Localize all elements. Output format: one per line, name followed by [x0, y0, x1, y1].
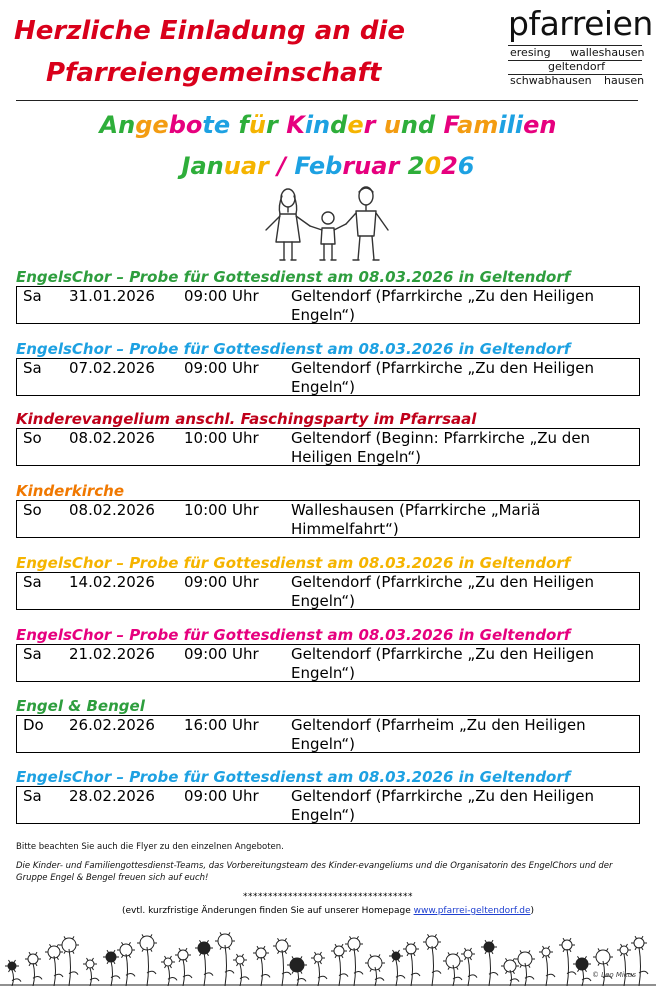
changes-prefix: (evtl. kurzfristige Änderungen finden Sie auf unserer Homepage: [121, 906, 414, 916]
event-day: Sa: [23, 787, 42, 805]
event-entry: [16, 340, 640, 396]
event-place: Geltendorf (Pfarrkirche „Zu den Heiligen Engeln“): [291, 359, 595, 396]
event-time: 10:00 Uhr: [184, 501, 259, 519]
event-place: Geltendorf (Pfarrheim „Zu den Heiligen Engeln“): [291, 716, 586, 753]
event-details-box: [16, 644, 640, 682]
flower-border-drawing: [0, 920, 656, 986]
illustration-credit: © Leo Mikus: [591, 971, 636, 979]
logo-place-hausen: hausen: [604, 74, 645, 87]
subtitle-months-segment: 0: [424, 152, 442, 180]
event-entry: [16, 268, 640, 324]
event-entry: [16, 697, 640, 753]
event-entry: [16, 554, 640, 610]
event-entry: [16, 410, 640, 466]
subtitle-offers-segment: e: [347, 111, 364, 139]
logo-place-schwabhausen: schwabhausen: [510, 74, 592, 87]
subtitle-offers-segment: r: [363, 111, 384, 139]
event-date: 07.02.2026: [69, 359, 155, 377]
event-date: 14.02.2026: [69, 573, 155, 591]
event-place: Walleshausen (Pfarrkirche „Mariä Himmelfahrt“): [291, 501, 541, 538]
subtitle-months-segment: 2: [407, 152, 425, 180]
subtitle-offers-segment: nd: [400, 111, 444, 139]
event-title: EngelsChor – Probe für Gottesdienst am 08.03.2026 in Geltendorf: [16, 340, 571, 358]
event-time: 09:00 Uhr: [184, 645, 259, 663]
subtitle-offers-segment: d: [330, 111, 348, 139]
event-time: 10:00 Uhr: [184, 429, 259, 447]
title-line-1: Herzliche Einladung an die: [14, 16, 405, 46]
event-day: So: [23, 429, 42, 447]
subtitle-months-segment: /: [277, 152, 295, 180]
event-place: Geltendorf (Pfarrkirche „Zu den Heiligen Engeln“): [291, 645, 595, 682]
event-day: Sa: [23, 359, 42, 377]
star-separator: **********************************: [243, 892, 413, 902]
subtitle-offers-segment: u: [383, 111, 401, 139]
event-day: Do: [23, 716, 44, 734]
event-time: 16:00 Uhr: [184, 716, 259, 734]
logo-word: pfarreien: [508, 4, 653, 43]
title-line-2: Pfarreiengemeinschaft: [46, 58, 382, 88]
event-entry: [16, 768, 640, 824]
event-time: 09:00 Uhr: [184, 287, 259, 305]
event-day: Sa: [23, 645, 42, 663]
event-title: EngelsChor – Probe für Gottesdienst am 08.03.2026 in Geltendorf: [16, 626, 571, 644]
subtitle-offers-segment: ili: [498, 111, 524, 139]
event-date: 08.02.2026: [69, 501, 155, 519]
subtitle-offers-segment: K: [286, 111, 305, 139]
event-details-box: [16, 500, 640, 538]
event-title: EngelsChor – Probe für Gottesdienst am 08.03.2026 in Geltendorf: [16, 268, 571, 286]
subtitle-months-segment: 2: [441, 152, 458, 180]
subtitle-offers-segment: bo: [168, 111, 203, 139]
subtitle-months-segment: 6: [457, 152, 475, 180]
event-place: Geltendorf (Pfarrkirche „Zu den Heiligen Engeln“): [291, 787, 595, 824]
subtitle-offers-segment: An: [99, 111, 136, 139]
event-details-box: [16, 428, 640, 466]
subtitle-months-segment: ruar: [342, 152, 408, 180]
subtitle-offers-segment: r: [266, 111, 287, 139]
event-title: EngelsChor – Probe für Gottesdienst am 08.03.2026 in Geltendorf: [16, 554, 571, 572]
event-date: 26.02.2026: [69, 716, 155, 734]
logo-place-walleshausen: walleshausen: [570, 46, 645, 59]
event-date: 28.02.2026: [69, 787, 155, 805]
event-date: 08.02.2026: [69, 429, 155, 447]
subtitle-offers-segment: ge: [135, 111, 169, 139]
subtitle-offers: [0, 111, 656, 139]
event-details-box: [16, 572, 640, 610]
event-entry: [16, 482, 640, 538]
event-details-box: [16, 715, 640, 753]
event-day: So: [23, 501, 42, 519]
event-date: 31.01.2026: [69, 287, 155, 305]
subtitle-offers-segment: in: [304, 111, 331, 139]
homepage-link[interactable]: www.pfarrei-geltendorf.de: [413, 906, 531, 916]
event-title: Engel & Bengel: [16, 697, 145, 715]
changes-note: [0, 906, 656, 916]
event-place: Geltendorf (Pfarrkirche „Zu den Heiligen Engeln“): [291, 573, 595, 610]
event-place: Geltendorf (Pfarrkirche „Zu den Heiligen Engeln“): [291, 287, 595, 324]
subtitle-offers-segment: am: [457, 111, 499, 139]
subtitle-offers-segment: te: [202, 111, 239, 139]
event-title: Kinderevangelium anschl. Faschingsparty im Pfarrsaal: [16, 410, 477, 428]
flyer-note: Bitte beachten Sie auch die Flyer zu den einzelnen Angeboten.: [16, 842, 284, 852]
event-details-box: [16, 286, 640, 324]
subtitle-offers-segment: f: [238, 111, 249, 139]
teams-note: Die Kinder- und Familiengottesdienst-Teams, das Vorbereitungsteam des Kinder-evangeliums und die Organisatorin des EngelChors und der Gruppe Engel & Bengel freuen sich auf euch!: [16, 861, 613, 883]
logo-place-eresing: eresing: [510, 46, 551, 59]
event-details-box: [16, 358, 640, 396]
family-drawing-icon: [258, 186, 398, 266]
event-day: Sa: [23, 573, 42, 591]
header-divider: [16, 100, 638, 101]
subtitle-months-segment: uar: [223, 152, 278, 180]
subtitle-months-segment: Feb: [294, 152, 343, 180]
event-time: 09:00 Uhr: [184, 573, 259, 591]
subtitle-offers-segment: F: [443, 111, 458, 139]
event-details-box: [16, 786, 640, 824]
event-day: Sa: [23, 287, 42, 305]
subtitle-months: [0, 152, 656, 180]
subtitle-months-segment: Jan: [181, 152, 224, 180]
header: [0, 0, 656, 100]
pfarreien-logo: [508, 4, 653, 92]
subtitle-offers-segment: ü: [248, 111, 267, 139]
event-place: Geltendorf (Beginn: Pfarrkirche „Zu den Heiligen Engeln“): [291, 429, 591, 466]
event-time: 09:00 Uhr: [184, 787, 259, 805]
event-time: 09:00 Uhr: [184, 359, 259, 377]
logo-place-geltendorf: geltendorf: [548, 60, 605, 73]
event-title: EngelsChor – Probe für Gottesdienst am 08.03.2026 in Geltendorf: [16, 768, 571, 786]
subtitle-offers-segment: en: [523, 111, 557, 139]
changes-suffix: ): [530, 906, 535, 916]
event-entry: [16, 626, 640, 682]
event-date: 21.02.2026: [69, 645, 155, 663]
event-title: Kinderkirche: [16, 482, 125, 500]
